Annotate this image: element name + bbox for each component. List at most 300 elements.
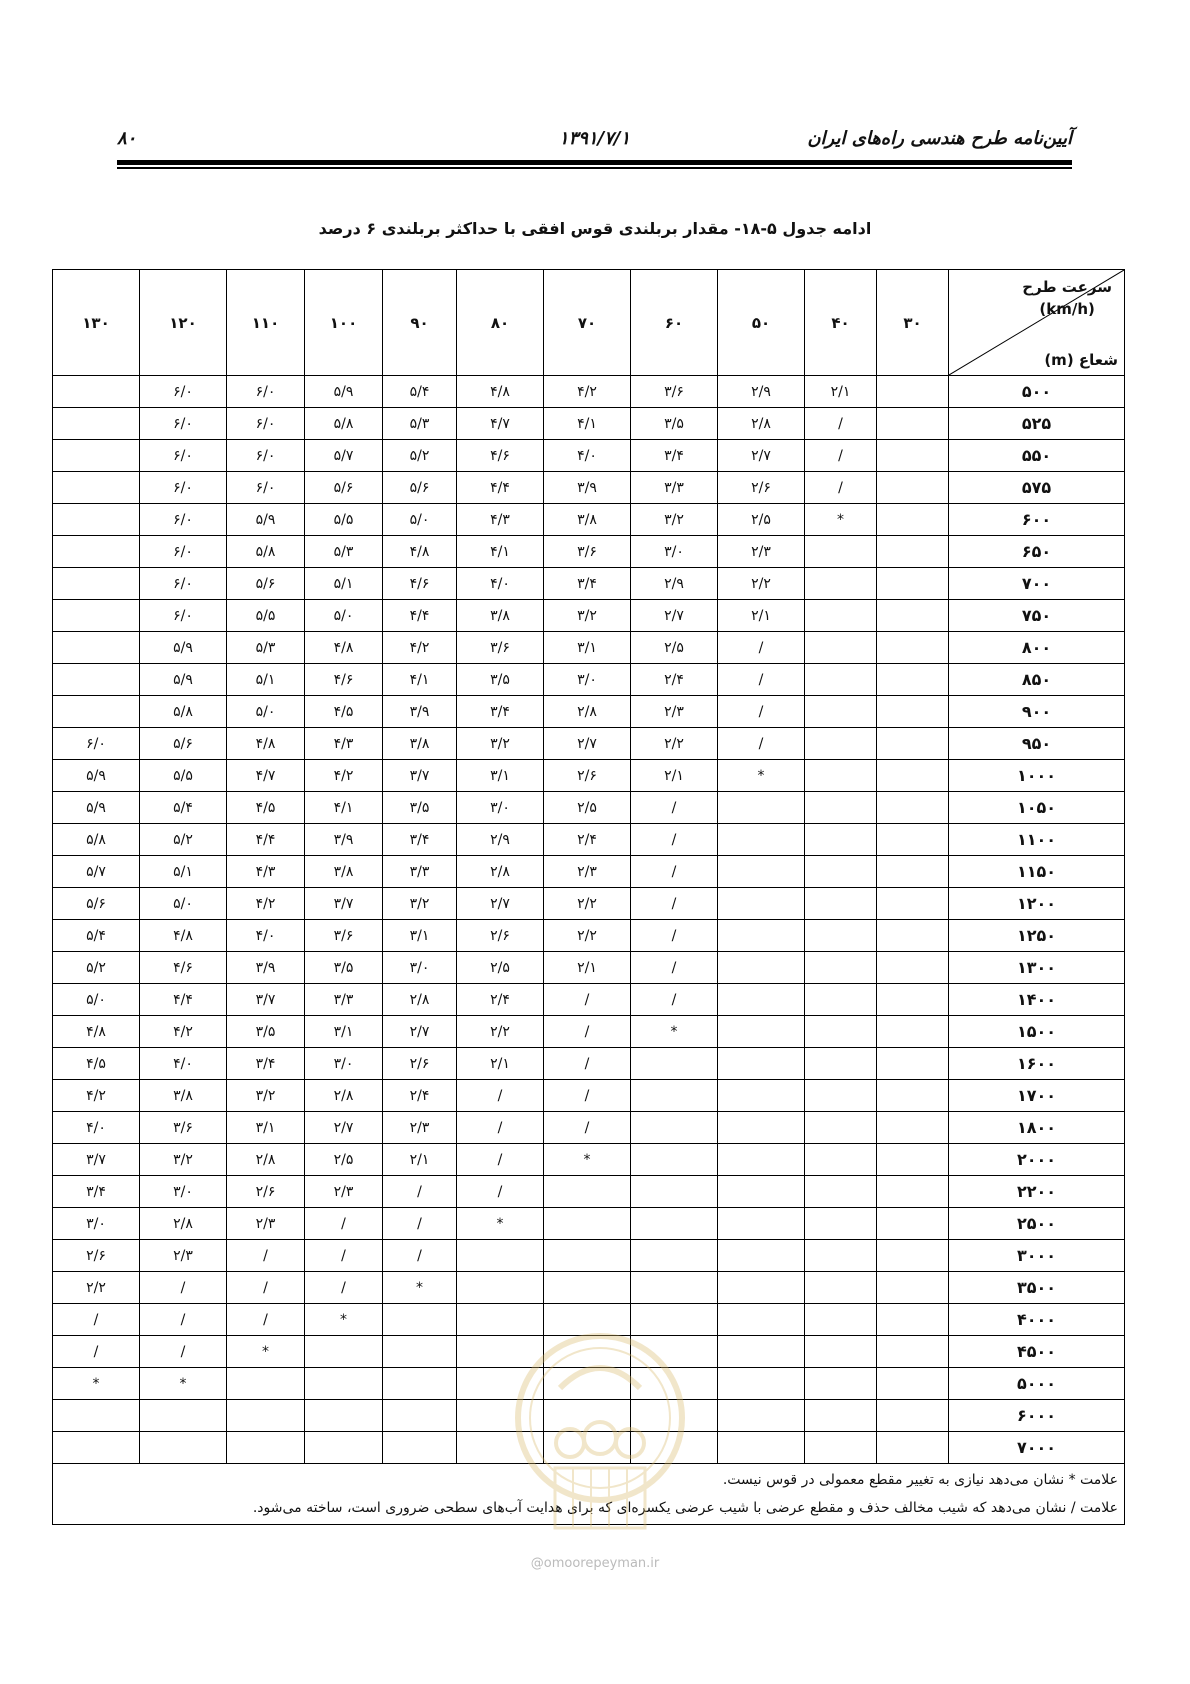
- value-cell: ۵/۲: [383, 440, 457, 472]
- table-row: [53, 600, 1125, 632]
- watermark-text: @omoorepeyman.ir: [530, 1556, 660, 1571]
- value-cell: [877, 1080, 949, 1112]
- value-cell: ۵/۴: [53, 920, 140, 952]
- value-cell: ۶/۰: [140, 440, 227, 472]
- value-cell: ۴/۲: [544, 376, 631, 408]
- value-cell: /: [544, 1080, 631, 1112]
- value-cell: ۵/۸: [227, 536, 305, 568]
- value-cell: [631, 1144, 718, 1176]
- value-cell: ۶/۰: [227, 408, 305, 440]
- value-cell: [877, 728, 949, 760]
- value-cell: ۶/۰: [227, 472, 305, 504]
- value-cell: [544, 1176, 631, 1208]
- value-cell: [877, 536, 949, 568]
- value-cell: [805, 1400, 877, 1432]
- value-cell: ۲/۵: [544, 792, 631, 824]
- value-cell: ۴/۲: [383, 632, 457, 664]
- value-cell: ۲/۳: [383, 1112, 457, 1144]
- value-cell: ۶/۰: [140, 504, 227, 536]
- value-cell: ۳/۳: [631, 472, 718, 504]
- value-cell: /: [631, 920, 718, 952]
- radius-cell: ۱۴۰۰: [949, 984, 1125, 1016]
- value-cell: [805, 1016, 877, 1048]
- header-rule-thick: [117, 160, 1072, 165]
- value-cell: ۵/۵: [227, 600, 305, 632]
- value-cell: ۲/۶: [544, 760, 631, 792]
- value-cell: ۶/۰: [53, 728, 140, 760]
- radius-cell: ۵۰۰۰: [949, 1368, 1125, 1400]
- value-cell: [877, 1112, 949, 1144]
- value-cell: ۶/۰: [140, 472, 227, 504]
- value-cell: ۲/۷: [457, 888, 544, 920]
- value-cell: ۳/۲: [227, 1080, 305, 1112]
- value-cell: ۴/۸: [383, 536, 457, 568]
- value-cell: [53, 600, 140, 632]
- table-header-row: [53, 270, 1125, 376]
- value-cell: [805, 760, 877, 792]
- table-row: [53, 696, 1125, 728]
- value-cell: ۳/۷: [53, 1144, 140, 1176]
- value-cell: [718, 1368, 805, 1400]
- value-cell: ۳/۲: [631, 504, 718, 536]
- value-cell: ۳/۶: [631, 376, 718, 408]
- value-cell: [877, 440, 949, 472]
- value-cell: ۵/۱: [140, 856, 227, 888]
- radius-cell: ۶۵۰: [949, 536, 1125, 568]
- speed-header-1: ۴۰: [805, 270, 877, 376]
- value-cell: [805, 568, 877, 600]
- value-cell: ۲/۴: [457, 984, 544, 1016]
- value-cell: ۵/۵: [140, 760, 227, 792]
- value-cell: ۲/۵: [305, 1144, 383, 1176]
- value-cell: /: [805, 472, 877, 504]
- value-cell: ۵/۷: [53, 856, 140, 888]
- value-cell: ۲/۲: [457, 1016, 544, 1048]
- speed-header-2: ۵۰: [718, 270, 805, 376]
- value-cell: ۴/۸: [305, 632, 383, 664]
- value-cell: *: [140, 1368, 227, 1400]
- radius-cell: ۱۸۰۰: [949, 1112, 1125, 1144]
- value-cell: ۲/۷: [383, 1016, 457, 1048]
- value-cell: /: [544, 1016, 631, 1048]
- radius-cell: ۱۰۵۰: [949, 792, 1125, 824]
- value-cell: ۶/۰: [140, 536, 227, 568]
- value-cell: ۳/۱: [544, 632, 631, 664]
- radius-cell: ۸۰۰: [949, 632, 1125, 664]
- value-cell: ۳/۲: [140, 1144, 227, 1176]
- value-cell: ۲/۸: [227, 1144, 305, 1176]
- value-cell: ۲/۹: [457, 824, 544, 856]
- value-cell: [383, 1432, 457, 1464]
- value-cell: [805, 632, 877, 664]
- value-cell: ۲/۶: [383, 1048, 457, 1080]
- value-cell: [227, 1400, 305, 1432]
- value-cell: /: [305, 1208, 383, 1240]
- speed-header-5: ۸۰: [457, 270, 544, 376]
- value-cell: ۲/۶: [718, 472, 805, 504]
- table-row: [53, 408, 1125, 440]
- radius-cell: ۴۵۰۰: [949, 1336, 1125, 1368]
- value-cell: /: [631, 888, 718, 920]
- value-cell: /: [544, 1048, 631, 1080]
- value-cell: ۴/۸: [140, 920, 227, 952]
- value-cell: [305, 1368, 383, 1400]
- value-cell: *: [457, 1208, 544, 1240]
- value-cell: ۳/۶: [305, 920, 383, 952]
- value-cell: [544, 1240, 631, 1272]
- radius-cell: ۷۰۰: [949, 568, 1125, 600]
- value-cell: [877, 664, 949, 696]
- value-cell: ۳/۴: [53, 1176, 140, 1208]
- value-cell: ۲/۱: [718, 600, 805, 632]
- value-cell: ۴/۴: [457, 472, 544, 504]
- value-cell: [805, 984, 877, 1016]
- value-cell: [877, 696, 949, 728]
- value-cell: [805, 1112, 877, 1144]
- value-cell: ۲/۸: [718, 408, 805, 440]
- value-cell: [877, 408, 949, 440]
- value-cell: [877, 888, 949, 920]
- table-row: [53, 472, 1125, 504]
- value-cell: [718, 1336, 805, 1368]
- value-cell: [227, 1432, 305, 1464]
- table-row: [53, 376, 1125, 408]
- value-cell: ۵/۹: [227, 504, 305, 536]
- value-cell: [805, 728, 877, 760]
- value-cell: [53, 568, 140, 600]
- radius-cell: ۲۰۰۰: [949, 1144, 1125, 1176]
- value-cell: /: [227, 1304, 305, 1336]
- radius-cell: ۳۵۰۰: [949, 1272, 1125, 1304]
- value-cell: [877, 1304, 949, 1336]
- value-cell: [718, 1080, 805, 1112]
- value-cell: *: [383, 1272, 457, 1304]
- value-cell: [53, 376, 140, 408]
- radius-cell: ۷۵۰: [949, 600, 1125, 632]
- value-cell: /: [631, 984, 718, 1016]
- value-cell: [877, 760, 949, 792]
- value-cell: *: [805, 504, 877, 536]
- value-cell: /: [544, 984, 631, 1016]
- value-cell: ۲/۲: [631, 728, 718, 760]
- value-cell: ۵/۶: [383, 472, 457, 504]
- radius-cell: ۹۵۰: [949, 728, 1125, 760]
- value-cell: [877, 1336, 949, 1368]
- value-cell: [718, 1112, 805, 1144]
- value-cell: [805, 792, 877, 824]
- value-cell: ۵/۸: [140, 696, 227, 728]
- value-cell: ۳/۴: [544, 568, 631, 600]
- radius-cell: ۱۶۰۰: [949, 1048, 1125, 1080]
- radius-cell: ۵۷۵: [949, 472, 1125, 504]
- value-cell: [877, 472, 949, 504]
- value-cell: [53, 440, 140, 472]
- value-cell: ۵/۳: [383, 408, 457, 440]
- value-cell: ۲/۶: [53, 1240, 140, 1272]
- value-cell: ۴/۸: [227, 728, 305, 760]
- value-cell: [383, 1336, 457, 1368]
- value-cell: ۵/۵: [305, 504, 383, 536]
- value-cell: [383, 1368, 457, 1400]
- value-cell: [140, 1400, 227, 1432]
- value-cell: ۳/۵: [457, 664, 544, 696]
- value-cell: /: [53, 1336, 140, 1368]
- value-cell: /: [631, 952, 718, 984]
- value-cell: [631, 1176, 718, 1208]
- value-cell: [718, 952, 805, 984]
- value-cell: ۳/۰: [53, 1208, 140, 1240]
- value-cell: ۳/۹: [305, 824, 383, 856]
- table-row: [53, 536, 1125, 568]
- value-cell: ۵/۹: [305, 376, 383, 408]
- value-cell: [877, 1048, 949, 1080]
- value-cell: ۴/۰: [227, 920, 305, 952]
- value-cell: [631, 1048, 718, 1080]
- value-cell: ۵/۰: [140, 888, 227, 920]
- value-cell: [718, 1304, 805, 1336]
- table-row: [53, 920, 1125, 952]
- value-cell: /: [383, 1176, 457, 1208]
- value-cell: /: [718, 632, 805, 664]
- value-cell: ۴/۰: [457, 568, 544, 600]
- value-cell: [53, 536, 140, 568]
- radius-cell: ۵۲۵: [949, 408, 1125, 440]
- value-cell: ۴/۶: [383, 568, 457, 600]
- value-cell: [718, 1208, 805, 1240]
- table-row: [53, 1112, 1125, 1144]
- value-cell: ۳/۰: [305, 1048, 383, 1080]
- speed-header-3: ۶۰: [631, 270, 718, 376]
- value-cell: [805, 856, 877, 888]
- table-row: [53, 1272, 1125, 1304]
- radius-cell: ۲۵۰۰: [949, 1208, 1125, 1240]
- value-cell: /: [305, 1272, 383, 1304]
- value-cell: ۳/۷: [227, 984, 305, 1016]
- value-cell: /: [631, 792, 718, 824]
- value-cell: ۵/۹: [140, 664, 227, 696]
- value-cell: [805, 664, 877, 696]
- value-cell: ۴/۵: [227, 792, 305, 824]
- value-cell: ۴/۷: [227, 760, 305, 792]
- corner-header-cell: [949, 270, 1125, 376]
- value-cell: [805, 1080, 877, 1112]
- value-cell: [877, 792, 949, 824]
- value-cell: /: [718, 664, 805, 696]
- value-cell: [718, 824, 805, 856]
- speed-header-8: ۱۱۰: [227, 270, 305, 376]
- radius-cell: ۲۲۰۰: [949, 1176, 1125, 1208]
- value-cell: [877, 1368, 949, 1400]
- value-cell: /: [53, 1304, 140, 1336]
- value-cell: [53, 664, 140, 696]
- value-cell: ۲/۷: [718, 440, 805, 472]
- value-cell: /: [718, 696, 805, 728]
- value-cell: ۵/۶: [305, 472, 383, 504]
- value-cell: ۲/۴: [383, 1080, 457, 1112]
- speed-header-9: ۱۲۰: [140, 270, 227, 376]
- value-cell: [805, 696, 877, 728]
- value-cell: ۵/۶: [53, 888, 140, 920]
- value-cell: [544, 1208, 631, 1240]
- value-cell: ۳/۵: [305, 952, 383, 984]
- value-cell: ۳/۴: [631, 440, 718, 472]
- table-row: [53, 1048, 1125, 1080]
- value-cell: ۴/۲: [227, 888, 305, 920]
- value-cell: ۲/۳: [718, 536, 805, 568]
- value-cell: ۴/۸: [457, 376, 544, 408]
- value-cell: *: [305, 1304, 383, 1336]
- value-cell: *: [53, 1368, 140, 1400]
- value-cell: ۵/۰: [227, 696, 305, 728]
- speed-header-7: ۱۰۰: [305, 270, 383, 376]
- value-cell: [718, 1432, 805, 1464]
- value-cell: ۵/۳: [227, 632, 305, 664]
- value-cell: ۲/۲: [544, 888, 631, 920]
- page-header: [117, 128, 1072, 154]
- value-cell: [877, 1208, 949, 1240]
- document-title: آیین‌نامه طرح هندسی راه‌های ایران: [807, 128, 1072, 149]
- value-cell: ۲/۳: [227, 1208, 305, 1240]
- value-cell: ۳/۱: [457, 760, 544, 792]
- value-cell: /: [631, 824, 718, 856]
- value-cell: ۳/۸: [457, 600, 544, 632]
- value-cell: ۲/۴: [544, 824, 631, 856]
- value-cell: ۳/۹: [383, 696, 457, 728]
- value-cell: ۴/۸: [53, 1016, 140, 1048]
- value-cell: [805, 952, 877, 984]
- value-cell: *: [227, 1336, 305, 1368]
- value-cell: ۵/۱: [227, 664, 305, 696]
- seal-watermark: [505, 1318, 695, 1538]
- value-cell: ۳/۳: [383, 856, 457, 888]
- value-cell: ۲/۴: [631, 664, 718, 696]
- value-cell: ۲/۷: [305, 1112, 383, 1144]
- value-cell: /: [457, 1080, 544, 1112]
- value-cell: ۴/۵: [305, 696, 383, 728]
- radius-cell: ۱۲۰۰: [949, 888, 1125, 920]
- value-cell: [805, 1432, 877, 1464]
- table-row: [53, 728, 1125, 760]
- value-cell: ۴/۴: [140, 984, 227, 1016]
- page-number: ۸۰: [117, 128, 137, 149]
- value-cell: [718, 920, 805, 952]
- value-cell: ۴/۰: [140, 1048, 227, 1080]
- value-cell: [383, 1400, 457, 1432]
- value-cell: ۳/۶: [457, 632, 544, 664]
- table-row: [53, 664, 1125, 696]
- value-cell: ۳/۸: [305, 856, 383, 888]
- value-cell: [53, 472, 140, 504]
- value-cell: ۵/۳: [305, 536, 383, 568]
- value-cell: ۶/۰: [227, 440, 305, 472]
- note-line: علامت * نشان می‌دهد نیازی به تغییر مقطع معمولی در قوس نیست.: [722, 1472, 1118, 1488]
- value-cell: [718, 1272, 805, 1304]
- value-cell: ۴/۰: [544, 440, 631, 472]
- value-cell: ۴/۳: [457, 504, 544, 536]
- table-row: [53, 1016, 1125, 1048]
- value-cell: [718, 888, 805, 920]
- header-rule-thin: [117, 167, 1072, 169]
- value-cell: ۶/۰: [140, 376, 227, 408]
- value-cell: [877, 600, 949, 632]
- value-cell: [631, 1080, 718, 1112]
- value-cell: /: [457, 1144, 544, 1176]
- value-cell: [877, 1272, 949, 1304]
- radius-cell: ۷۰۰۰: [949, 1432, 1125, 1464]
- value-cell: ۴/۷: [457, 408, 544, 440]
- value-cell: ۳/۸: [544, 504, 631, 536]
- table-row: [53, 1144, 1125, 1176]
- value-cell: ۳/۱: [383, 920, 457, 952]
- value-cell: [805, 1048, 877, 1080]
- value-cell: ۳/۴: [383, 824, 457, 856]
- value-cell: [877, 920, 949, 952]
- value-cell: [718, 984, 805, 1016]
- value-cell: [805, 1272, 877, 1304]
- table-row: [53, 760, 1125, 792]
- value-cell: /: [457, 1176, 544, 1208]
- table-row: [53, 824, 1125, 856]
- radius-cell: ۱۷۰۰: [949, 1080, 1125, 1112]
- value-cell: ۳/۸: [383, 728, 457, 760]
- speed-label: سرعت طرح (km/h): [1022, 278, 1112, 318]
- value-cell: ۲/۸: [383, 984, 457, 1016]
- value-cell: ۴/۳: [227, 856, 305, 888]
- value-cell: ۲/۳: [140, 1240, 227, 1272]
- value-cell: [53, 408, 140, 440]
- value-cell: ۵/۴: [140, 792, 227, 824]
- value-cell: ۲/۳: [305, 1176, 383, 1208]
- table-row: [53, 1208, 1125, 1240]
- radius-cell: ۱۲۵۰: [949, 920, 1125, 952]
- value-cell: /: [140, 1272, 227, 1304]
- document-date: ۱۳۹۱/۷/۱: [558, 128, 631, 149]
- radius-cell: ۱۳۰۰: [949, 952, 1125, 984]
- value-cell: ۴/۶: [305, 664, 383, 696]
- value-cell: [140, 1432, 227, 1464]
- value-cell: [53, 1400, 140, 1432]
- table-row: [53, 1240, 1125, 1272]
- value-cell: ۲/۲: [544, 920, 631, 952]
- value-cell: ۵/۴: [383, 376, 457, 408]
- value-cell: [877, 504, 949, 536]
- value-cell: *: [631, 1016, 718, 1048]
- value-cell: ۵/۹: [53, 792, 140, 824]
- value-cell: *: [718, 760, 805, 792]
- value-cell: ۲/۸: [457, 856, 544, 888]
- value-cell: ۵/۲: [53, 952, 140, 984]
- value-cell: ۲/۲: [53, 1272, 140, 1304]
- value-cell: [877, 1240, 949, 1272]
- value-cell: [877, 984, 949, 1016]
- value-cell: ۶/۰: [140, 600, 227, 632]
- value-cell: ۳/۲: [544, 600, 631, 632]
- value-cell: ۴/۲: [140, 1016, 227, 1048]
- value-cell: ۵/۷: [305, 440, 383, 472]
- value-cell: /: [718, 728, 805, 760]
- value-cell: ۳/۰: [457, 792, 544, 824]
- value-cell: ۵/۲: [140, 824, 227, 856]
- value-cell: /: [140, 1336, 227, 1368]
- value-cell: [53, 632, 140, 664]
- value-cell: ۳/۰: [631, 536, 718, 568]
- speed-header-10: ۱۳۰: [53, 270, 140, 376]
- value-cell: [305, 1400, 383, 1432]
- value-cell: ۳/۱: [305, 1016, 383, 1048]
- value-cell: ۳/۰: [383, 952, 457, 984]
- value-cell: ۲/۷: [544, 728, 631, 760]
- value-cell: ۳/۴: [457, 696, 544, 728]
